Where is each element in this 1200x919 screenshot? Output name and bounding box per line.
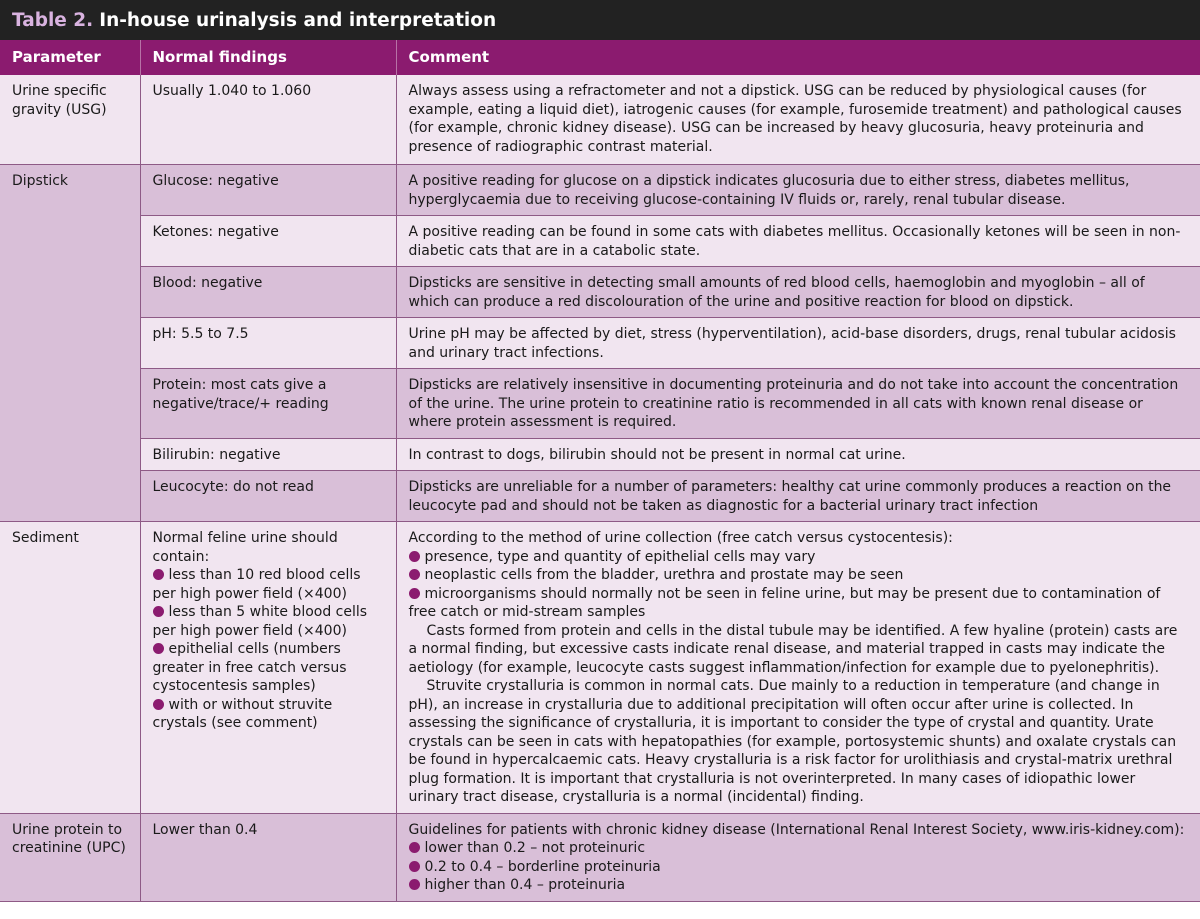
list-item	[409, 876, 1189, 895]
list-item	[153, 603, 372, 640]
list-item	[409, 858, 1189, 877]
cell-comment-ph: Urine pH may be affected by diet, stress (hyperventilation), acid-base disorders, drugs, renal tubular acidosis and urinary tract infections.	[396, 318, 1200, 369]
table-title	[0, 0, 1200, 40]
list-item	[409, 548, 1189, 567]
table-row-dipstick-blood	[0, 267, 1200, 318]
table-row-dipstick-ph	[0, 318, 1200, 369]
header-comment: Comment	[396, 40, 1200, 75]
list-item-text: with or without struvite crystals (see comment)	[152, 696, 333, 731]
cell-normal-leucocyte: Leucocyte: do not read	[140, 471, 396, 522]
cell-normal-usg: Usually 1.040 to 1.060	[140, 75, 396, 165]
cell-parameter-dipstick: Dipstick	[0, 165, 140, 522]
cell-comment-glucose: A positive reading for glucose on a dipstick indicates glucosuria due to either stress, diabetes mellitus, hyperglycaemia due to receiving glucose-containing IV fluids or, rarely, renal tubular disease.	[396, 165, 1200, 216]
table-title-text: In-house urinalysis and interpretation	[99, 9, 497, 31]
bullet-icon	[409, 879, 420, 890]
bullet-icon	[409, 588, 420, 599]
cell-normal-upc: Lower than 0.4	[140, 813, 396, 901]
cell-normal-glucose: Glucose: negative	[140, 165, 396, 216]
cell-parameter-upc: Urine protein to creatinine (UPC)	[0, 813, 140, 901]
table-row-sediment	[0, 522, 1200, 814]
sediment-crystalluria-paragraph: Struvite crystalluria is common in normal cats. Due mainly to a reduction in temperature (and change in pH), an increase in crystalluria due to additional precipitation will often occur after urine is collected. In assessing the significance of crystalluria, it is important to consider the type of crystal and quantity. Urate crystals can be seen in cats with hepatopathies (for example, portosystemic shunts) and oxalate crystals can be found in hypercalcaemic cats. Heavy crystalluria is a risk factor for urolithiasis and crystal-matrix urethral plug formation. It is important that crystalluria is not overinterpreted. In many cases of idiopathic lower urinary tract disease, crystalluria is a normal (incidental) finding.	[408, 678, 1177, 805]
cell-normal-sediment	[140, 522, 396, 814]
list-item-text: neoplastic cells from the bladder, urethra and prostate may be seen	[424, 567, 904, 583]
table-number: Table 2.	[12, 9, 94, 31]
table-row-dipstick-protein	[0, 369, 1200, 439]
table-row-dipstick-ketones	[0, 216, 1200, 267]
upc-comment-intro: Guidelines for patients with chronic kidney disease (International Renal Interest Society, www.iris-kidney.com):	[408, 821, 1185, 838]
bullet-icon	[153, 606, 164, 617]
cell-comment-upc	[396, 813, 1200, 901]
list-item-text: less than 10 red blood cells per high power field (×400)	[152, 567, 361, 602]
cell-normal-bilirubin: Bilirubin: negative	[140, 438, 396, 471]
list-item-text: lower than 0.2 – not proteinuric	[424, 840, 646, 856]
bullet-icon	[409, 551, 420, 562]
cell-normal-blood: Blood: negative	[140, 267, 396, 318]
cell-comment-blood: Dipsticks are sensitive in detecting small amounts of red blood cells, haemoglobin and myoglobin – all of which can produce a red discolouration of the urine and positive reaction for blood on dipstick.	[396, 267, 1200, 318]
header-row	[0, 40, 1200, 75]
list-item	[153, 696, 372, 733]
bullet-icon	[409, 842, 420, 853]
sediment-normal-intro: Normal feline urine should contain:	[152, 530, 338, 565]
list-item-text: presence, type and quantity of epithelial cells may vary	[424, 548, 816, 565]
list-item	[153, 566, 372, 603]
list-item-text: higher than 0.4 – proteinuria	[424, 877, 626, 893]
sediment-comment-intro: According to the method of urine collection (free catch versus cystocentesis):	[408, 530, 953, 546]
cell-comment-ketones: A positive reading can be found in some cats with diabetes mellitus. Occasionally ketones will be seen in non-diabetic cats that are in a catabolic state.	[396, 216, 1200, 267]
list-item-text: microorganisms should normally not be seen in feline urine, but may be present due to contamination of free catch or mid-stream samples	[408, 585, 1161, 620]
list-item-text: epithelial cells (numbers greater in free catch versus cystocentesis samples)	[152, 641, 347, 694]
list-item	[409, 585, 1189, 622]
table-row-dipstick-glucose	[0, 165, 1200, 216]
cell-comment-protein: Dipsticks are relatively insensitive in documenting proteinuria and do not take into account the concentration of the urine. The urine protein to creatinine ratio is recommended in all cats with known renal disease or where protein assessment is required.	[396, 369, 1200, 439]
table-row-dipstick-leucocyte	[0, 471, 1200, 522]
cell-comment-usg: Always assess using a refractometer and not a dipstick. USG can be reduced by physiological causes (for example, eating a liquid diet), iatrogenic causes (for example, furosemide treatment) and pathological causes (for example, chronic kidney disease). USG can be increased by heavy glucosuria, heavy proteinuria and presence of radiographic contrast material.	[396, 75, 1200, 165]
list-item-text: 0.2 to 0.4 – borderline proteinuria	[424, 858, 661, 875]
urinalysis-table	[0, 40, 1200, 902]
list-item-text: less than 5 white blood cells per high power field (×400)	[152, 604, 368, 639]
list-item	[153, 640, 372, 696]
cell-comment-sediment	[396, 522, 1200, 814]
cell-normal-protein: Protein: most cats give a negative/trace/+ reading	[140, 369, 396, 439]
table-row-upc	[0, 813, 1200, 901]
cell-normal-ph: pH: 5.5 to 7.5	[140, 318, 396, 369]
cell-parameter-usg: Urine specific gravity (USG)	[0, 75, 140, 165]
table-row-usg	[0, 75, 1200, 165]
sediment-casts-paragraph: Casts formed from protein and cells in the distal tubule may be identified. A few hyaline (protein) casts are a normal finding, but excessive casts indicate renal disease, and material trapped in casts may indicate the aetiology (for example, leucocyte casts suggest inflammation/infection for example due to pyelonephritis).	[408, 622, 1178, 676]
list-item	[409, 839, 1189, 858]
cell-comment-leucocyte: Dipsticks are unreliable for a number of parameters: healthy cat urine commonly produces a reaction on the leucocyte pad and should not be taken as diagnostic for a bacterial urinary tract infection	[396, 471, 1200, 522]
list-item	[409, 566, 1189, 585]
bullet-icon	[153, 569, 164, 580]
header-normal-findings: Normal findings	[140, 40, 396, 75]
bullet-icon	[153, 699, 164, 710]
header-parameter: Parameter	[0, 40, 140, 75]
bullet-icon	[409, 861, 420, 872]
table-row-dipstick-bilirubin	[0, 438, 1200, 471]
bullet-icon	[153, 643, 164, 654]
cell-parameter-sediment: Sediment	[0, 522, 140, 814]
bullet-icon	[409, 569, 420, 580]
cell-normal-ketones: Ketones: negative	[140, 216, 396, 267]
cell-comment-bilirubin: In contrast to dogs, bilirubin should not be present in normal cat urine.	[396, 438, 1200, 471]
